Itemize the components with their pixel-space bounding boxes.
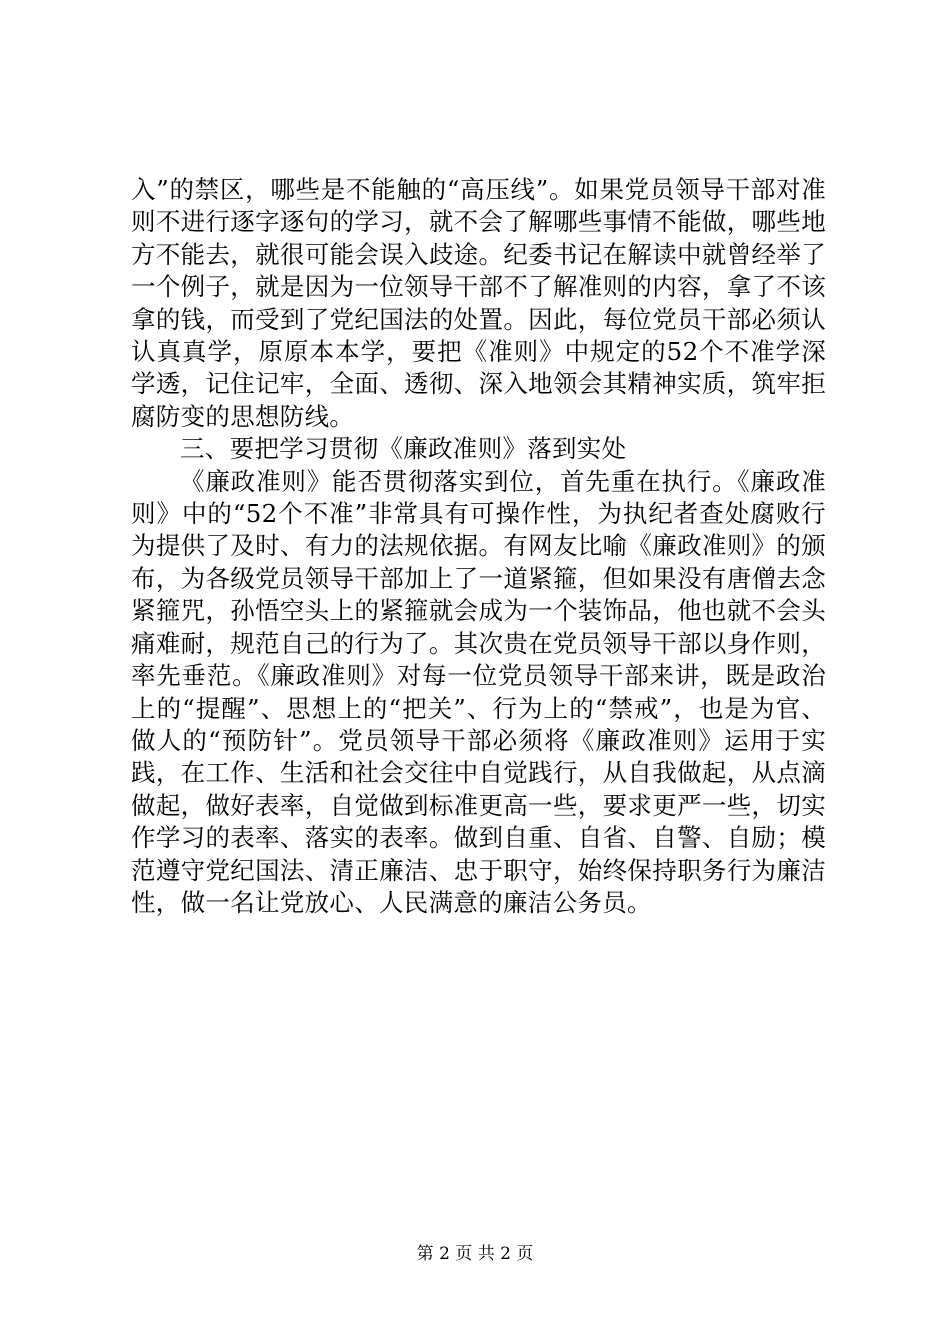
document-body [131,174,826,919]
continuation-paragraph: 入”的禁区，哪些是不能触的“高压线”。如果党员领导干部对准则不进行逐字逐句的学习，就不会了解哪些事情不能做，哪些地方不能去，就很可能会误入歧途。纪委书记在解读中就曾经举了一个例子，就是因为一位领导干部不了解准则的内容，拿了不该拿的钱，而受到了党纪国法的处置。因此，每位党员干部必须认认真真学，原原本本学，要把《准则》中规定的52个不准学深学透，记住记牢，全面、透彻、深入地领会其精神实质，筑牢拒腐防变的思想防线。 [131,175,826,431]
section-body-paragraph: 《廉政准则》能否贯彻落实到位，首先重在执行。《廉政准则》中的“52个不准”非常具有可操作性，为执纪者查处腐败行为提供了及时、有力的法规依据。有网友比喻《廉政准则》的颁布，为各级党员领导干部加上了一道紧箍，但如果没有唐僧去念紧箍咒，孙悟空头上的紧箍就会成为一个装饰品，他也就不会头痛难耐，规范自己的行为了。其次贵在党员领导干部以身作则，率先垂范。《廉政准则》对每一位党员领导干部来讲，既是政治上的“提醒”、思想上的“把关”、行为上的“禁戒”，也是为官、做人的“预防针”。党员领导干部必须将《廉政准则》运用于实践，在工作、生活和社会交往中自觉践行，从自我做起，从点滴做起，做好表率，自觉做到标准更高一些，要求更严一些，切实作学习的表率、落实的表率。做到自重、自省、自警、自励；模范遵守党纪国法、清正廉洁、忠于职守，始终保持职务行为廉洁性，做一名让党放心、人民满意的廉洁公务员。 [131,466,826,917]
page-number-footer: 第 2 页 共 2 页 [416,1244,534,1264]
section-heading: 三、要把学习贯彻《廉政准则》落到实处 [180,434,627,464]
